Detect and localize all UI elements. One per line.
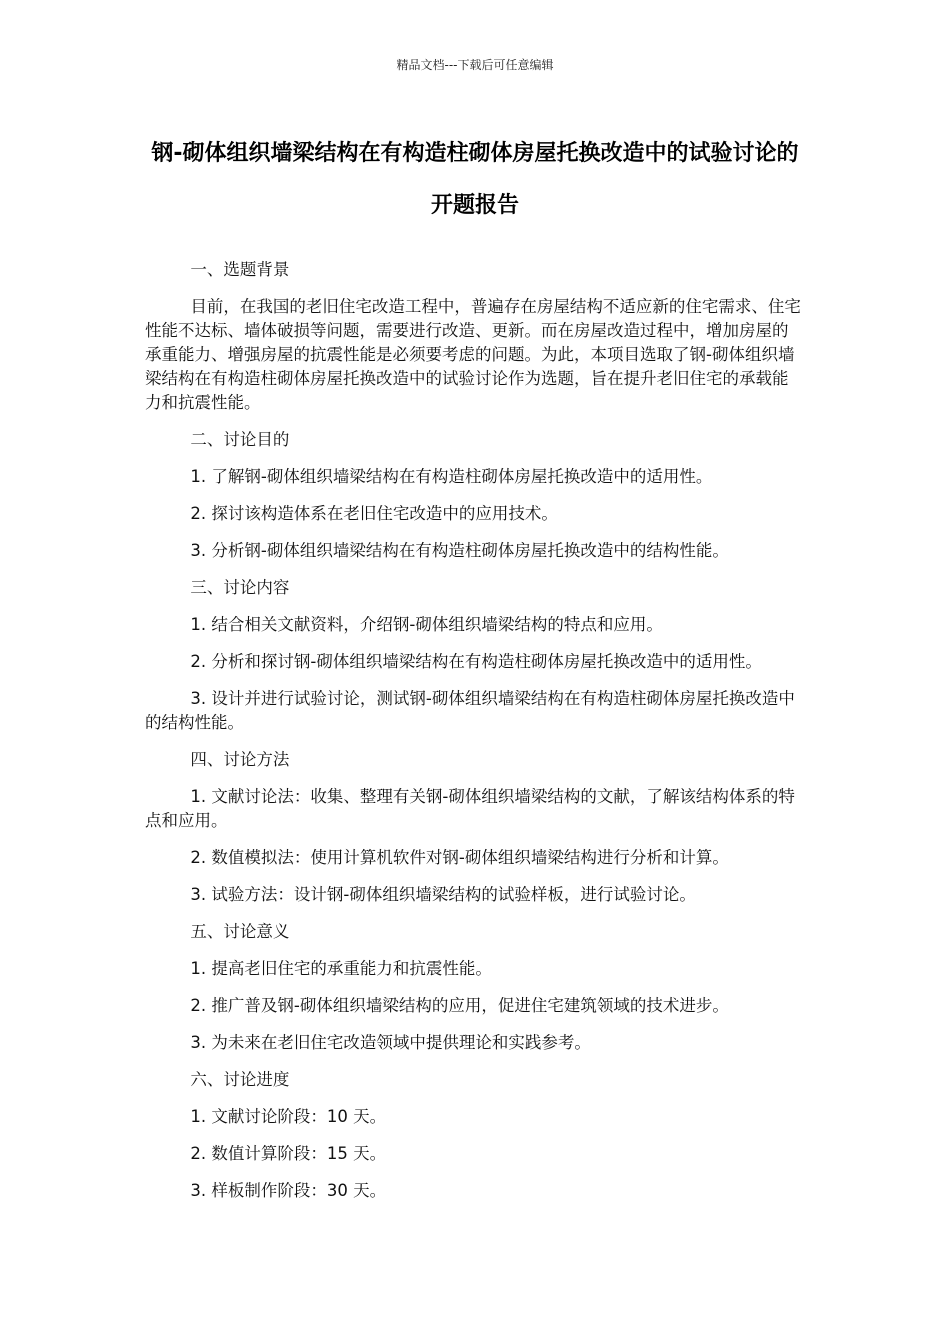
list-item: 1. 提高老旧住宅的承重能力和抗震性能。 (190, 959, 492, 978)
section-heading: 二、讨论目的 (190, 430, 290, 449)
list-item: 3. 为未来在老旧住宅改造领域中提供理论和实践参考。 (190, 1033, 591, 1052)
list-item: 3. 设计并进行试验讨论，测试钢-砌体组织墙梁结构在有构造柱砌体房屋托换改造中的结构性能。 (145, 689, 795, 732)
section-heading: 五、讨论意义 (190, 922, 290, 941)
list-item: 3. 试验方法：设计钢-砌体组织墙梁结构的试验样板，进行试验讨论。 (190, 885, 696, 904)
list-item: 2. 探讨该构造体系在老旧住宅改造中的应用技术。 (190, 504, 558, 523)
list-item: 3. 样板制作阶段：30 天。 (190, 1181, 387, 1200)
list-item: 2. 推广普及钢-砌体组织墙梁结构的应用，促进住宅建筑领域的技术进步。 (190, 996, 729, 1015)
section-heading: 四、讨论方法 (190, 750, 290, 769)
list-item: 2. 分析和探讨钢-砌体组织墙梁结构在有构造柱砌体房屋托换改造中的适用性。 (190, 652, 762, 671)
document-body (145, 258, 802, 1216)
list-item: 2. 数值计算阶段：15 天。 (190, 1144, 387, 1163)
page-header-watermark: 精品文档---下载后可任意编辑 (396, 58, 554, 72)
section-heading: 六、讨论进度 (190, 1070, 290, 1089)
list-item: 1. 文献讨论阶段：10 天。 (190, 1107, 387, 1126)
list-item: 3. 分析钢-砌体组织墙梁结构在有构造柱砌体房屋托换改造中的结构性能。 (190, 541, 729, 560)
list-item: 2. 数值模拟法：使用计算机软件对钢-砌体组织墙梁结构进行分析和计算。 (190, 848, 729, 867)
section-heading: 一、选题背景 (190, 260, 290, 279)
list-item: 1. 结合相关文献资料，介绍钢-砌体组织墙梁结构的特点和应用。 (190, 615, 663, 634)
list-item: 1. 文献讨论法：收集、整理有关钢-砌体组织墙梁结构的文献，了解该结构体系的特点和应用。 (145, 787, 795, 830)
paragraph: 目前，在我国的老旧住宅改造工程中，普遍存在房屋结构不适应新的住宅需求、住宅性能不达标、墙体破损等问题，需要进行改造、更新。而在房屋改造过程中，增加房屋的承重能力、增强房屋的抗震性能是必须要考虑的问题。为此，本项目选取了钢-砌体组织墙梁结构在有构造柱砌体房屋托换改造中的试验讨论作为选题，旨在提升老旧住宅的承载能力和抗震性能。 (145, 297, 801, 412)
list-item: 1. 了解钢-砌体组织墙梁结构在有构造柱砌体房屋托换改造中的适用性。 (190, 467, 713, 486)
document-title: 钢-砌体组织墙梁结构在有构造柱砌体房屋托换改造中的试验讨论的开题报告 (151, 141, 799, 218)
section-heading: 三、讨论内容 (190, 578, 290, 597)
